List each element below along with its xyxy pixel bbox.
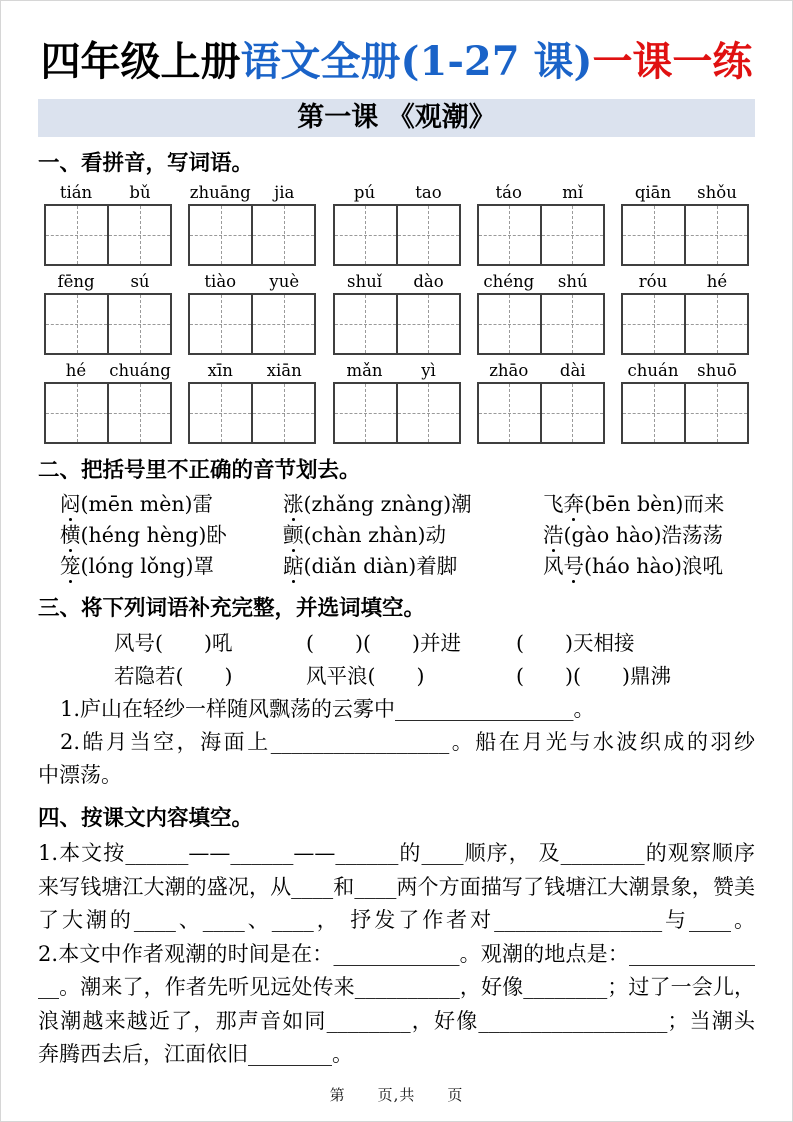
pinyin-label: qiān shǒu	[634, 183, 737, 202]
dotted-char: 闷	[60, 492, 81, 516]
pinyin-label: hé chuáng	[65, 361, 171, 380]
syllable-item: 闷(mēn mèn)雷	[60, 492, 214, 516]
writing-cell	[46, 384, 107, 442]
writing-cell	[335, 206, 396, 264]
pinyin-label: fēng sú	[57, 272, 150, 291]
dotted-char: 横	[60, 523, 81, 547]
pinyin-label: shuǐ dào	[347, 272, 444, 291]
word-blank: 风号( )吼	[114, 631, 233, 655]
dotted-char: 颤	[283, 523, 304, 547]
writing-cell	[107, 295, 170, 353]
pinyin-label: mǎn yì	[346, 361, 436, 380]
dotted-char: 踮	[283, 554, 304, 578]
writing-cell	[251, 295, 314, 353]
pinyin-word	[333, 271, 461, 355]
writing-grid	[44, 204, 172, 266]
writing-cell	[540, 206, 603, 264]
word-blank: 若隐若( )	[114, 664, 233, 688]
writing-cell	[251, 206, 314, 264]
writing-cell	[479, 384, 540, 442]
writing-cell	[479, 295, 540, 353]
writing-grid	[477, 293, 605, 355]
syllable-item: 横(héng hèng)卧	[60, 523, 227, 547]
dotted-char: 号	[563, 554, 584, 578]
writing-cell	[190, 384, 251, 442]
pinyin-word	[477, 271, 605, 355]
writing-grid	[477, 382, 605, 444]
writing-cell	[684, 384, 747, 442]
title-part-practice: 一课一练	[592, 38, 753, 85]
writing-cell	[107, 384, 170, 442]
syllable-item: 涨(zhǎng znàng)潮	[283, 492, 472, 516]
pinyin-label: róu hé	[638, 272, 728, 291]
pinyin-word	[188, 271, 316, 355]
section-1-heading: 一、看拼音，写词语。	[38, 151, 254, 176]
pinyin-word	[188, 360, 316, 444]
page-footer: 第 页,共 页	[329, 1086, 464, 1104]
pinyin-row-1	[38, 182, 755, 266]
writing-grid	[44, 293, 172, 355]
writing-cell	[396, 206, 459, 264]
pinyin-label: zhuāng jia	[189, 183, 295, 202]
sentence-blank-2: 2.皓月当空，海面上_________________。船在月光与水波织成的羽纱	[60, 730, 755, 754]
pinyin-word	[44, 271, 172, 355]
writing-grid	[621, 382, 749, 444]
pinyin-word	[333, 182, 461, 266]
writing-cell	[190, 206, 251, 264]
writing-cell	[107, 206, 170, 264]
page-title	[38, 39, 755, 85]
pinyin-label: pú tao	[353, 183, 442, 202]
writing-cell	[335, 384, 396, 442]
writing-cell	[190, 295, 251, 353]
title-part-grade: 四年级上册	[40, 38, 241, 85]
syllable-choice-grid	[60, 489, 755, 582]
syllable-item: 飞奔(bēn bèn)而来	[543, 492, 725, 516]
writing-cell	[335, 295, 396, 353]
writing-cell	[623, 384, 684, 442]
word-completion-line-1	[114, 627, 755, 660]
writing-grid	[333, 382, 461, 444]
writing-cell	[46, 295, 107, 353]
writing-grid	[477, 204, 605, 266]
passage-2-line: 2.本文中作者观潮的时间是在：____________。观潮的地点是：____________	[38, 941, 755, 966]
pinyin-word	[44, 182, 172, 266]
pinyin-label: tiào yuè	[204, 272, 300, 291]
dotted-char: 奔	[563, 492, 584, 516]
pinyin-word	[333, 360, 461, 444]
writing-grid	[621, 204, 749, 266]
sentence-blank-2-cont: 中漂荡。	[38, 763, 122, 787]
writing-cell	[623, 206, 684, 264]
dotted-char: 浩	[543, 523, 564, 547]
pinyin-label: táo mǐ	[495, 183, 584, 202]
passage-2-line: 奔腾西去后，江面依旧________。	[38, 1042, 353, 1066]
writing-cell	[623, 295, 684, 353]
syllable-item: 浩(gào hào)浩荡荡	[543, 523, 723, 547]
section-4-heading: 四、按课文内容填空。	[38, 806, 254, 831]
writing-cell	[46, 206, 107, 264]
title-part-subject: 语文全册(1-27 课)	[240, 38, 593, 85]
pinyin-row-2	[38, 271, 755, 355]
syllable-item: 踮(diǎn diàn)着脚	[283, 554, 458, 578]
word-blank: 风平浪( )	[306, 664, 425, 688]
pinyin-word	[621, 182, 749, 266]
writing-cell	[540, 295, 603, 353]
dotted-char: 笼	[60, 554, 81, 578]
writing-grid	[188, 293, 316, 355]
writing-cell	[540, 384, 603, 442]
section-3-heading: 三、将下列词语补充完整，并选词填空。	[38, 596, 426, 621]
passage-1-line: 来写钱塘江大潮的盛况，从____和____两个方面描写了钱塘江大潮景象，赞美	[38, 874, 755, 899]
pinyin-word	[477, 360, 605, 444]
syllable-item: 风号(háo hào)浪吼	[543, 554, 724, 578]
word-blank: ( )天相接	[516, 631, 635, 655]
writing-cell	[684, 295, 747, 353]
word-blank: ( )( )鼎沸	[516, 664, 671, 688]
writing-cell	[684, 206, 747, 264]
pinyin-row-3	[38, 360, 755, 444]
writing-cell	[396, 384, 459, 442]
passage-2-line: __。潮来了，作者先听见远处传来__________，好像________；过了一会儿，	[38, 975, 755, 999]
writing-grid	[188, 204, 316, 266]
pinyin-word	[44, 360, 172, 444]
writing-cell	[479, 206, 540, 264]
pinyin-word	[621, 360, 749, 444]
passage-1-line: 1.本文按______——______——______的____顺序， 及________的观察顺序	[38, 841, 755, 865]
writing-grid	[621, 293, 749, 355]
pinyin-label: xīn xiān	[207, 361, 302, 380]
pinyin-label: zhāo dài	[489, 361, 586, 380]
writing-grid	[333, 293, 461, 355]
pinyin-label: chuán shuō	[627, 361, 737, 380]
syllable-item: 笼(lóng lǒng)罩	[60, 554, 214, 578]
pinyin-word	[188, 182, 316, 266]
pinyin-word	[477, 182, 605, 266]
lesson-header: 第一课 《观潮》	[38, 99, 755, 137]
dotted-char: 涨	[283, 492, 304, 516]
section-2-heading: 二、把括号里不正确的音节划去。	[38, 458, 361, 483]
pinyin-label: chéng shú	[483, 272, 588, 291]
writing-cell	[396, 295, 459, 353]
syllable-item: 颤(chàn zhàn)动	[283, 523, 447, 547]
writing-cell	[251, 384, 314, 442]
writing-grid	[333, 204, 461, 266]
sentence-blank-1: 1.庐山在轻纱一样随风飘荡的云雾中_________________。	[60, 697, 595, 721]
pinyin-word	[621, 271, 749, 355]
writing-grid	[188, 382, 316, 444]
pinyin-label: tián bǔ	[59, 183, 151, 202]
writing-grid	[44, 382, 172, 444]
word-completion-line-2	[114, 660, 755, 693]
word-blank: ( )( )并进	[306, 631, 461, 655]
passage-1-line: 了大潮的____、____、____， 抒发了作者对________________与____。	[38, 908, 755, 932]
passage-2-line: 浪潮越来越近了，那声音如同________，好像__________________；当潮头	[38, 1008, 755, 1033]
